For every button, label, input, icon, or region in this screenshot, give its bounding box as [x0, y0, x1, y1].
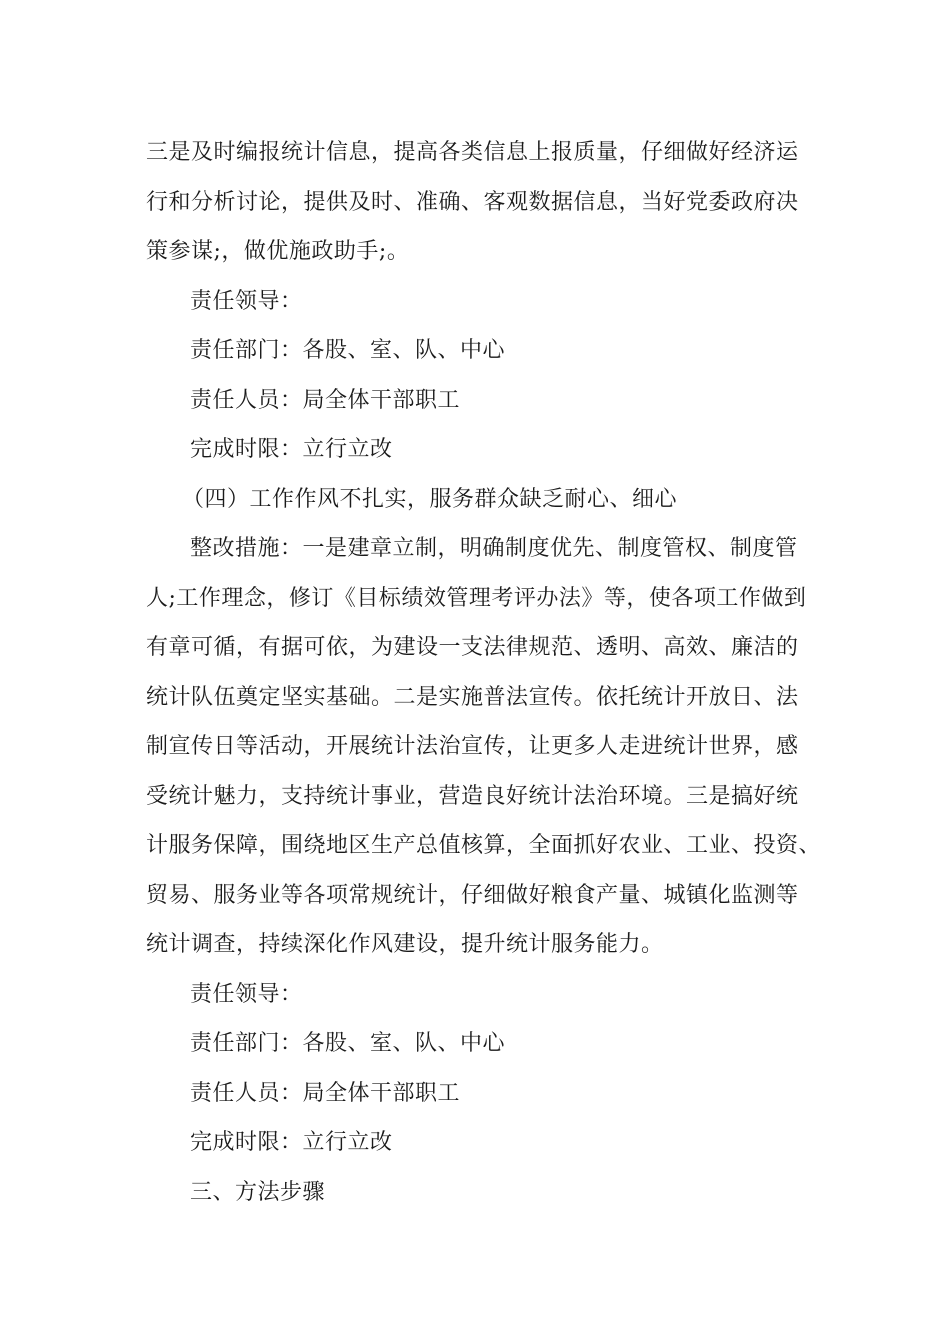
paragraph-line: 计服务保障，围绕地区生产总值核算，全面抓好农业、工业、投资、: [146, 833, 822, 858]
responsible-department: 责任部门：各股、室、队、中心: [190, 1031, 506, 1056]
paragraph-line: 有章可循，有据可依，为建设一支法律规范、透明、高效、廉洁的: [146, 635, 799, 660]
section-heading-methods: 三、方法步骤: [190, 1179, 326, 1205]
paragraph-line: 策参谋;，做优施政助手;。: [146, 239, 410, 264]
paragraph-line: 整改措施：一是建章立制，明确制度优先、制度管权、制度管: [190, 536, 798, 561]
section-heading-4: （四）工作作风不扎实，服务群众缺乏耐心、细心: [182, 486, 678, 512]
paragraph-line: 三是及时编报统计信息，提高各类信息上报质量，仔细做好经济运: [146, 140, 799, 165]
paragraph-line: 人;工作理念，修订《目标绩效管理考评办法》等，使各项工作做到: [146, 585, 807, 611]
responsible-leader-label: 责任领导：: [190, 288, 303, 314]
paragraph-line: 受统计魅力，支持统计事业，营造良好统计法治环境。三是搞好统: [146, 783, 799, 809]
completion-deadline: 完成时限：立行立改: [190, 1130, 393, 1155]
responsible-leader-label: 责任领导：: [190, 981, 303, 1007]
responsible-personnel: 责任人员：局全体干部职工: [190, 387, 461, 413]
responsible-department: 责任部门：各股、室、队、中心: [190, 338, 506, 363]
completion-deadline: 完成时限：立行立改: [190, 437, 393, 462]
paragraph-line: 统计队伍奠定坚实基础。二是实施普法宣传。依托统计开放日、法: [146, 684, 799, 710]
paragraph-line: 行和分析讨论，提供及时、准确、客观数据信息，当好党委政府决: [146, 189, 799, 215]
document-body: [146, 128, 826, 1217]
paragraph-line: 统计调查，持续深化作风建设，提升统计服务能力。: [146, 932, 664, 957]
responsible-personnel: 责任人员：局全体干部职工: [190, 1080, 461, 1106]
paragraph-line: 制宣传日等活动，开展统计法治宣传，让更多人走进统计世界，感: [146, 734, 799, 759]
paragraph-line: 贸易、服务业等各项常规统计，仔细做好粮食产量、城镇化监测等: [146, 882, 799, 908]
